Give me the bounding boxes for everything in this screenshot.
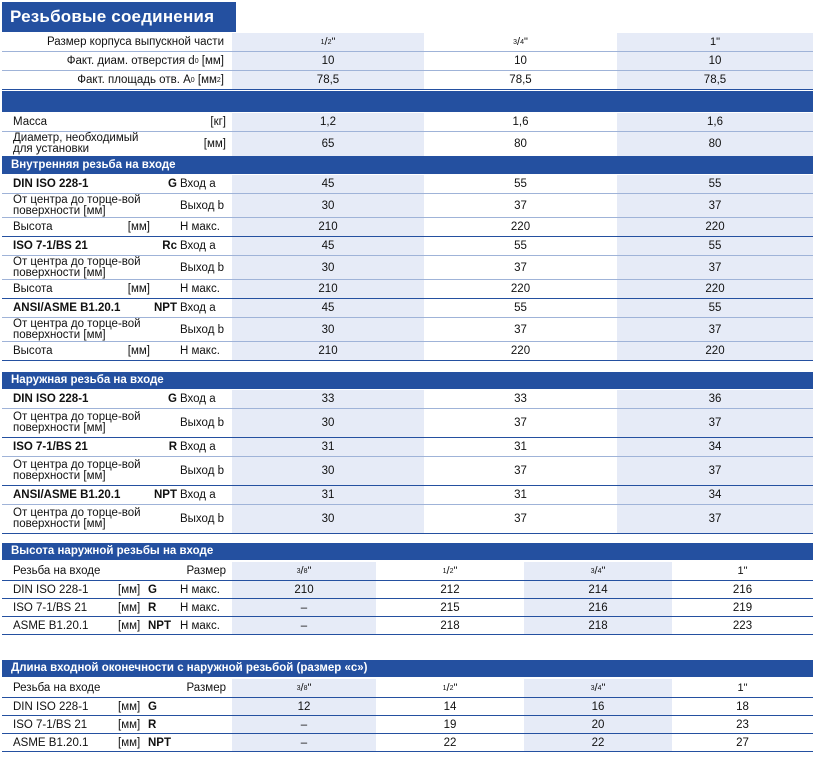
cell-value: 16 xyxy=(591,700,605,713)
d0-value: 10 xyxy=(321,55,335,67)
output-value: 37 xyxy=(708,199,722,212)
height-value: 210 xyxy=(318,283,338,295)
height-label: Высота xyxy=(13,283,53,295)
height-value: 220 xyxy=(705,345,725,357)
cell-value: 212 xyxy=(440,583,460,596)
height-value: 220 xyxy=(705,283,725,295)
input-value: 33 xyxy=(321,393,335,405)
thread-code: NPT xyxy=(148,619,171,632)
thread-height-row xyxy=(2,342,813,361)
size-label: Размер корпуса выпускной части xyxy=(46,36,224,48)
output-value: 37 xyxy=(708,323,722,336)
size-value: 1" xyxy=(737,565,748,577)
mass-label: Масса xyxy=(13,116,48,128)
table-row xyxy=(2,617,813,635)
thread-code: Rc xyxy=(162,240,177,252)
unit-label: [мм] xyxy=(118,601,141,614)
input-value: 31 xyxy=(514,489,527,501)
thread-standard: ANSI/ASME B1.20.1 xyxy=(13,302,121,314)
cell-value: 223 xyxy=(732,619,753,632)
output-value: 30 xyxy=(321,465,335,477)
output-value: 37 xyxy=(514,261,527,274)
thread-code: G xyxy=(148,583,157,596)
height-label: Высота xyxy=(13,345,53,357)
height-value: 210 xyxy=(318,345,338,357)
input-value: 45 xyxy=(321,240,335,252)
output-label: Выход b xyxy=(180,261,225,274)
size-value: 1" xyxy=(737,682,748,694)
size-value: 3 / 8 " xyxy=(296,682,312,694)
thread-height-row xyxy=(2,218,813,237)
center-distance-label: От центра до торце-вой поверхности [мм] xyxy=(13,507,141,530)
input-value: 34 xyxy=(708,441,722,453)
thread-code: G xyxy=(168,178,177,190)
ext-thread-input-row xyxy=(2,390,813,409)
cell-value: 14 xyxy=(443,700,457,713)
height-value: 210 xyxy=(318,221,338,233)
input-label: Вход a xyxy=(180,302,216,314)
table-row xyxy=(2,734,813,752)
thread-input-row xyxy=(2,237,813,256)
input-value: 55 xyxy=(514,240,527,252)
hmax-label: H макс. xyxy=(180,583,220,596)
thread-standard: ASME B1.20.1 xyxy=(13,619,89,632)
mass-unit: [кг] xyxy=(210,116,226,128)
cell-value: 19 xyxy=(443,718,457,731)
input-value: 31 xyxy=(321,441,335,453)
cell-value: 214 xyxy=(588,583,608,596)
input-value: 31 xyxy=(321,489,335,501)
thread-input-row xyxy=(2,299,813,318)
output-value: 37 xyxy=(514,465,527,477)
cell-value: 22 xyxy=(443,736,457,749)
table-row xyxy=(2,716,813,734)
thread-standard: ASME B1.20.1 xyxy=(13,736,89,749)
input-value: 55 xyxy=(708,302,722,314)
ext-length-heading: Длина входной оконечности с наружной резьбой (размер «c») xyxy=(2,660,813,677)
output-value: 37 xyxy=(708,513,722,525)
output-value: 37 xyxy=(514,417,527,429)
cell-value: 216 xyxy=(588,601,608,614)
d0-value: 10 xyxy=(708,55,722,67)
cell-value: 218 xyxy=(588,619,608,632)
output-value: 30 xyxy=(321,323,335,336)
thread-on-input-label: Резьба на входе xyxy=(13,682,101,694)
thread-code: R xyxy=(168,441,177,453)
unit-label: [мм] xyxy=(118,583,141,596)
thread-standard: DIN ISO 228-1 xyxy=(13,700,89,713)
input-value: 45 xyxy=(321,178,335,190)
d0-label: Факт. диам. отверстия d 0 [мм] xyxy=(66,55,224,67)
mass-value: 1,6 xyxy=(707,116,723,128)
height-value: 220 xyxy=(510,283,531,295)
cell-value: – xyxy=(300,601,308,614)
output-value: 37 xyxy=(708,417,722,429)
input-label: Вход a xyxy=(180,240,216,252)
height-value: 220 xyxy=(705,221,725,233)
center-distance-label: От центра до торце-вой поверхности [мм] xyxy=(13,255,141,279)
unit-label: [мм] xyxy=(118,619,141,632)
cell-value: 216 xyxy=(732,583,753,596)
output-label: Выход b xyxy=(180,513,225,525)
cell-value: 23 xyxy=(736,718,749,731)
input-value: 31 xyxy=(514,441,527,453)
input-value: 55 xyxy=(514,302,527,314)
output-value: 37 xyxy=(708,261,722,274)
height-unit: [мм] xyxy=(127,345,150,357)
thread-code: R xyxy=(148,718,157,731)
cell-value: – xyxy=(300,718,308,731)
page-title: Резьбовые соединения xyxy=(2,2,236,32)
diameter-unit: [мм] xyxy=(203,138,226,150)
table-header-row xyxy=(2,562,813,581)
center-distance-label: От центра до торце-вой поверхности [мм] xyxy=(13,317,141,341)
center-distance-label: От центра до торце-вой поверхности [мм] xyxy=(13,193,141,217)
input-value: 34 xyxy=(708,489,722,501)
thread-output-row xyxy=(2,256,813,280)
internal-thread-heading: Внутренняя резьба на входе xyxy=(2,157,813,174)
hmax-label: H макс. xyxy=(180,283,220,295)
diameter-value: 80 xyxy=(514,138,527,150)
ext-thread-input-row xyxy=(2,486,813,505)
cell-value: 219 xyxy=(732,601,753,614)
size-value: 3 / 4 " xyxy=(513,36,528,48)
output-label: Выход b xyxy=(180,199,225,212)
cell-value: 215 xyxy=(440,601,460,614)
ext-thread-output-row xyxy=(2,409,813,438)
a0-value: 78,5 xyxy=(316,74,340,86)
size-value: 1 / 2 " xyxy=(442,682,458,694)
output-value: 30 xyxy=(321,417,335,429)
output-label: Выход b xyxy=(180,417,225,429)
thread-height-row xyxy=(2,280,813,299)
hmax-label: H макс. xyxy=(180,221,220,233)
input-label: Вход a xyxy=(180,489,216,501)
cell-value: – xyxy=(300,619,308,632)
size-value: 1" xyxy=(709,36,721,48)
cell-value: 27 xyxy=(736,736,749,749)
unit-label: [мм] xyxy=(118,700,141,713)
diameter-label: Диаметр, необходимый для установки xyxy=(13,132,139,155)
input-value: 55 xyxy=(708,178,722,190)
mass-value: 1,6 xyxy=(512,116,529,128)
a0-row xyxy=(2,71,813,90)
size-value: 1 / 2 " xyxy=(320,36,336,48)
input-value: 55 xyxy=(708,240,722,252)
input-value: 45 xyxy=(321,302,335,314)
hmax-label: H макс. xyxy=(180,345,220,357)
thread-standard: ANSI/ASME B1.20.1 xyxy=(13,489,121,501)
input-label: Вход a xyxy=(180,178,216,190)
cell-value: 12 xyxy=(297,700,311,713)
hmax-label: H макс. xyxy=(180,619,220,632)
size-label: Размер xyxy=(186,682,226,694)
cell-value: – xyxy=(300,736,308,749)
thread-input-row xyxy=(2,175,813,194)
divider-bar xyxy=(2,91,813,112)
height-unit: [мм] xyxy=(127,221,150,233)
input-value: 55 xyxy=(514,178,527,190)
thread-standard: ISO 7-1/BS 21 xyxy=(13,718,88,731)
thread-code: R xyxy=(148,601,157,614)
thread-output-row xyxy=(2,194,813,218)
ext-height-heading: Высота наружной резьбы на входе xyxy=(2,543,813,560)
thread-standard: DIN ISO 228-1 xyxy=(13,393,89,405)
table-row xyxy=(2,599,813,617)
size-value: 1 / 2 " xyxy=(442,565,458,577)
ext-thread-input-row xyxy=(2,438,813,457)
size-value: 3 / 8 " xyxy=(296,565,312,577)
cell-value: 18 xyxy=(736,700,749,713)
output-value: 30 xyxy=(321,199,335,212)
a0-label: Факт. площадь отв. A 0 [мм 2 ] xyxy=(77,74,224,86)
thread-code: NPT xyxy=(154,302,177,314)
output-label: Выход b xyxy=(180,465,225,477)
d0-value: 10 xyxy=(514,55,527,67)
size-value: 3 / 4 " xyxy=(590,682,606,694)
thread-code: NPT xyxy=(154,489,177,501)
height-unit: [мм] xyxy=(127,283,150,295)
thread-standard: DIN ISO 228-1 xyxy=(13,583,89,596)
output-value: 37 xyxy=(514,513,527,525)
thread-on-input-label: Резьба на входе xyxy=(13,565,101,577)
output-label: Выход b xyxy=(180,323,225,336)
input-label: Вход a xyxy=(180,441,216,453)
output-value: 37 xyxy=(708,465,722,477)
cell-value: 22 xyxy=(591,736,605,749)
ext-thread-output-row xyxy=(2,505,813,534)
table-row xyxy=(2,581,813,599)
cell-value: 20 xyxy=(591,718,605,731)
d0-row xyxy=(2,52,813,71)
a0-value: 78,5 xyxy=(703,74,727,86)
center-distance-label: От центра до торце-вой поверхности [мм] xyxy=(13,411,141,434)
table-header-row xyxy=(2,679,813,698)
unit-label: [мм] xyxy=(118,736,141,749)
height-value: 220 xyxy=(510,345,531,357)
input-label: Вход a xyxy=(180,393,216,405)
table-row xyxy=(2,698,813,716)
unit-label: [мм] xyxy=(118,718,141,731)
thread-standard: ISO 7-1/BS 21 xyxy=(13,601,88,614)
input-value: 36 xyxy=(708,393,722,405)
cell-value: 210 xyxy=(294,583,314,596)
output-value: 37 xyxy=(514,323,527,336)
thread-standard: ISO 7-1/BS 21 xyxy=(13,441,88,453)
a0-value: 78,5 xyxy=(509,74,532,86)
diameter-row xyxy=(2,132,813,157)
thread-standard: ISO 7-1/BS 21 xyxy=(13,240,88,252)
mass-row xyxy=(2,113,813,132)
thread-code: NPT xyxy=(148,736,171,749)
size-value: 3 / 4 " xyxy=(590,565,606,577)
diameter-value: 80 xyxy=(708,138,722,150)
external-thread-heading: Наружная резьба на входе xyxy=(2,372,813,389)
diameter-value: 65 xyxy=(321,138,335,150)
thread-code: G xyxy=(168,393,177,405)
height-label: Высота xyxy=(13,221,53,233)
thread-output-row xyxy=(2,318,813,342)
height-value: 220 xyxy=(510,221,531,233)
mass-value: 1,2 xyxy=(320,116,336,128)
output-value: 37 xyxy=(514,199,527,212)
cell-value: 218 xyxy=(440,619,460,632)
size-label: Размер xyxy=(186,565,226,577)
thread-code: G xyxy=(148,700,157,713)
thread-standard: DIN ISO 228-1 xyxy=(13,178,89,190)
center-distance-label: От центра до торце-вой поверхности [мм] xyxy=(13,459,141,482)
output-value: 30 xyxy=(321,513,335,525)
output-value: 30 xyxy=(321,261,335,274)
hmax-label: H макс. xyxy=(180,601,220,614)
input-value: 33 xyxy=(514,393,527,405)
ext-thread-output-row xyxy=(2,457,813,486)
size-row xyxy=(2,33,813,52)
